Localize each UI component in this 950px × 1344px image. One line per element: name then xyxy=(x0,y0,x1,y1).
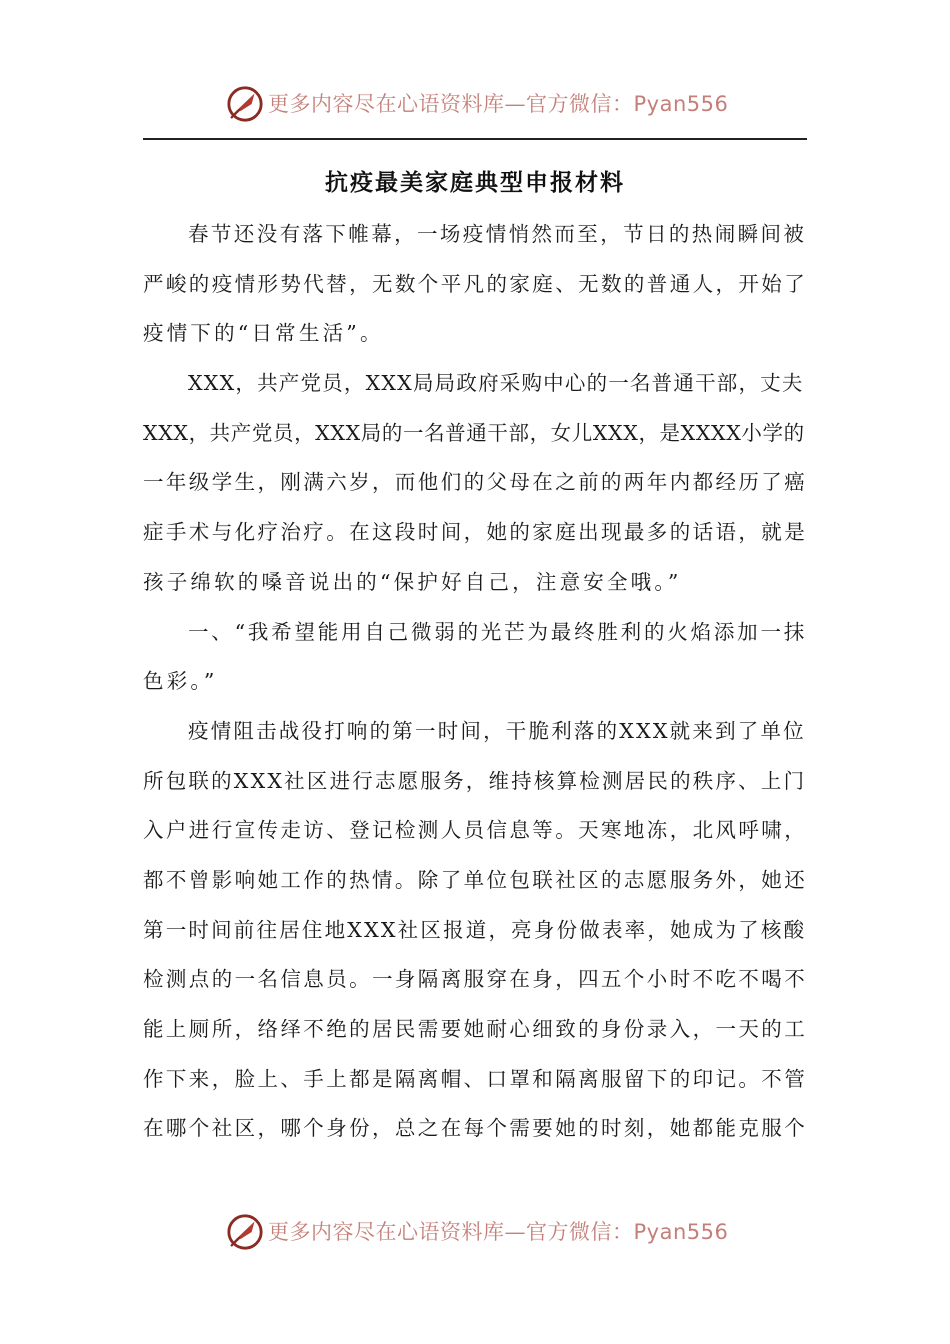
footer-banner xyxy=(0,1211,950,1255)
section-heading-line: 色彩。” xyxy=(143,669,218,694)
body-line: 严峻的疫情形势代替，无数个平凡的家庭、无数的普通人，开始了 xyxy=(143,271,808,296)
document-title: 抗疫最美家庭典型申报材料 xyxy=(325,169,625,196)
header-banner-text: 更多内容尽在心语资料库—官方微信：Pyan556 xyxy=(268,92,729,116)
header-divider xyxy=(143,138,807,140)
body-line: 在哪个社区，哪个身份，总之在每个需要她的时刻，她都能克服个 xyxy=(143,1116,808,1141)
body-line: 所包联的XXX社区进行志愿服务，维持核算检测居民的秩序、上门 xyxy=(143,768,807,793)
quill-logo-icon xyxy=(226,85,264,123)
document-body xyxy=(143,210,807,1154)
body-line: 都不曾影响她工作的热情。除了单位包联社区的志愿服务外，她还 xyxy=(143,867,808,892)
quill-logo-icon xyxy=(226,1213,264,1251)
body-line: 孩子绵软的嗓音说出的“保护好自己，注意安全哦。” xyxy=(143,569,682,594)
body-line: 能上厕所，络绎不绝的居民需要她耐心细致的身份录入，一天的工 xyxy=(143,1017,808,1041)
body-line: 春节还没有落下帷幕，一场疫情悄然而至，节日的热闹瞬间被 xyxy=(188,222,807,246)
body-line: 第一时间前往居住地XXX社区报道，亮身份做表率，她成为了核酸 xyxy=(143,917,807,942)
body-line: 疫情下的“日常生活”。 xyxy=(143,321,384,346)
footer-banner-text: 更多内容尽在心语资料库—官方微信：Pyan556 xyxy=(268,1220,729,1244)
header-banner xyxy=(0,83,950,127)
body-line: XXX，共产党员，XXX局局政府采购中心的一名普通干部，丈夫 xyxy=(188,371,804,396)
body-line: 入户进行宣传走访、登记检测人员信息等。天寒地冻，北风呼啸， xyxy=(143,818,808,843)
body-line: XXX，共产党员，XXX局的一名普通干部，女儿XXX，是XXXX小学的 xyxy=(143,420,805,445)
body-line: 一年级学生，刚满六岁，而他们的父母在之前的两年内都经历了癌 xyxy=(143,470,808,495)
section-heading-line: 一、“我希望能用自己微弱的光芒为最终胜利的火焰添加一抹 xyxy=(188,619,808,644)
body-line: 作下来，脸上、手上都是隔离帽、口罩和隔离服留下的印记。不管 xyxy=(143,1066,808,1091)
body-line: 症手术与化疗治疗。在这段时间，她的家庭出现最多的话语，就是 xyxy=(143,520,808,545)
body-line: 检测点的一名信息员。一身隔离服穿在身，四五个小时不吃不喝不 xyxy=(143,967,808,992)
body-line: 疫情阻击战役打响的第一时间，干脆利落的XXX就来到了单位 xyxy=(188,718,806,743)
